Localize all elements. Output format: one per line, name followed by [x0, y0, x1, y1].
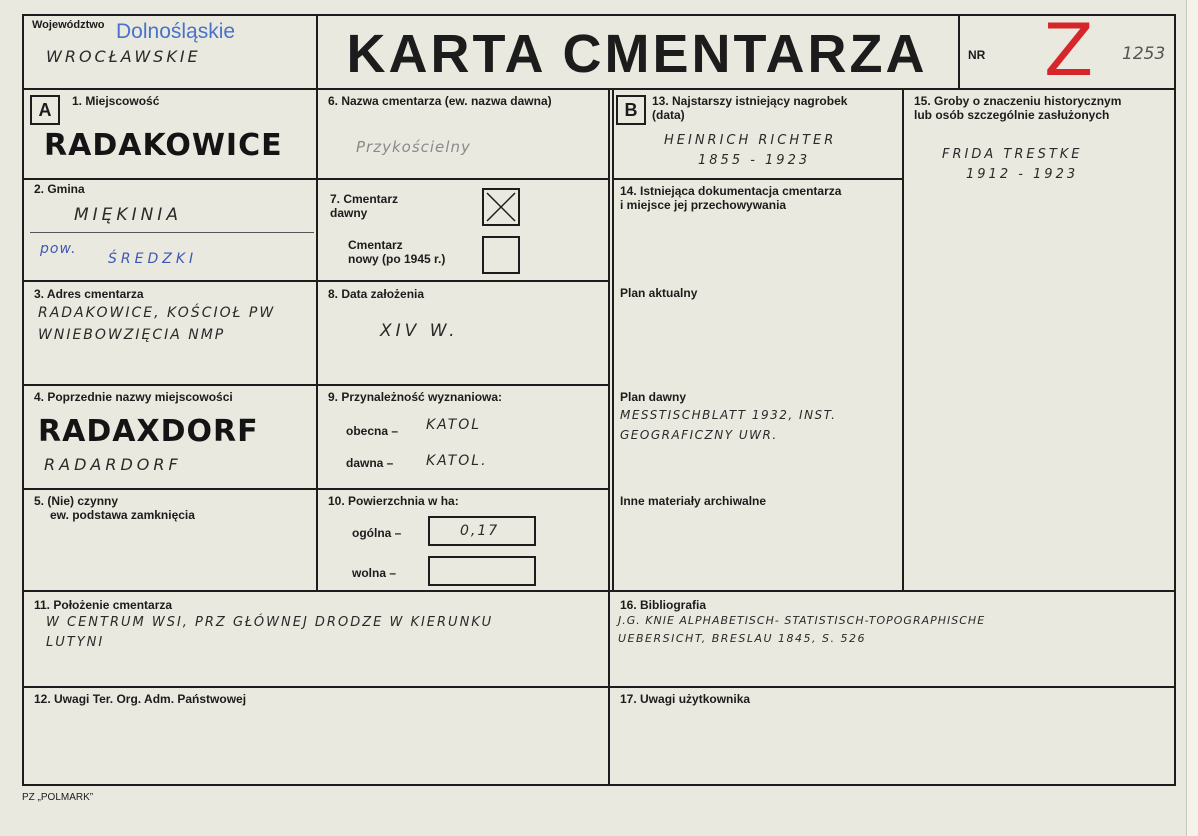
plan-former-line2: GEOGRAFICZNY UWR.: [620, 428, 778, 442]
card-title: KARTA CMENTARZA: [346, 24, 928, 84]
field-15-line1: FRIDA TRESTKE: [942, 147, 1083, 162]
field-11-line2: LUTYNI: [46, 635, 105, 650]
field-4-label: 4. Poprzednie nazwy miejscowości: [34, 390, 233, 404]
field-17-label: 17. Uwagi użytkownika: [620, 692, 751, 706]
field-2-pow-prefix: pow.: [40, 241, 77, 257]
plan-former-label: Plan dawny: [620, 390, 687, 404]
field-3-line1: RADAKOWICE, KOŚCIOŁ PW: [38, 305, 276, 321]
field-9-former-label: dawna –: [346, 456, 394, 470]
nr-label: NR: [968, 48, 986, 62]
field-16-line2: UEBERSICHT, BRESLAU 1845, S. 526: [618, 632, 867, 645]
plan-current-label: Plan aktualny: [620, 286, 698, 300]
field-5-label-line2: ew. podstawa zamknięcia: [50, 508, 195, 522]
voivodeship-label: Województwo: [32, 19, 105, 31]
field-10-total-box[interactable]: [428, 516, 536, 546]
field-16-line1: J.G. KNIE ALPHABETISCH- STATISTISCH-TOPOGRAPHISCHE: [618, 614, 986, 627]
field-7-label: 7. Cmentarz dawny: [330, 192, 399, 220]
field-6-label: 6. Nazwa cmentarza (ew. nazwa dawna): [328, 94, 552, 108]
field-13-line1: HEINRICH RICHTER: [664, 133, 837, 148]
field-7-new-checkbox[interactable]: [482, 236, 520, 274]
field-2-value: MIĘKINIA: [74, 205, 182, 225]
field-7-old-checkbox[interactable]: [482, 188, 520, 226]
field-10-total-value: 0,17: [460, 523, 500, 539]
other-materials-label: Inne materiały archiwalne: [620, 494, 767, 508]
nr-number: 1253: [1122, 44, 1166, 64]
voivodeship-stamp: Dolnośląskie: [116, 20, 236, 43]
field-11-label: 11. Położenie cmentarza: [34, 598, 173, 612]
field-10-total-label: ogólna –: [352, 526, 402, 540]
voivodeship-handwritten: WROCŁAWSKIE: [46, 47, 201, 66]
plan-former-line1: MESSTISCHBLATT 1932, INST.: [620, 408, 837, 422]
field-4-hand-value: RADARDORF: [44, 455, 182, 474]
field-10-free-label: wolna –: [352, 566, 397, 580]
field-3-label: 3. Adres cmentarza: [34, 287, 144, 301]
field-13-line2: 1855 - 1923: [698, 153, 811, 168]
field-5-label-line1: 5. (Nie) czynny: [34, 494, 119, 508]
section-a-letter: A: [30, 95, 60, 125]
field-10-free-box[interactable]: [428, 556, 536, 586]
field-8-value: XIV W.: [380, 321, 459, 341]
field-12-label: 12. Uwagi Ter. Org. Adm. Państwowej: [34, 692, 247, 706]
field-14-label: 14. Istniejąca dokumentacja cmentarza i miejsce jej przechowywania: [620, 184, 842, 212]
field-8-label: 8. Data założenia: [328, 287, 425, 301]
field-1-value: RADAKOWICE: [44, 128, 283, 163]
field-7-new-label: Cmentarz nowy (po 1945 r.): [348, 238, 446, 266]
field-10-label: 10. Powierzchnia w ha:: [328, 494, 459, 508]
field-15-label: 15. Groby o znaczeniu historycznym lub osób szczególnie zasłużonych: [914, 94, 1122, 122]
field-1-label: 1. Miejscowość: [72, 94, 160, 108]
field-11-line1: W CENTRUM WSI, PRZ GŁÓWNEJ DRODZE W KIERUNKU: [46, 615, 494, 630]
field-9-current-label: obecna –: [346, 424, 399, 438]
field-9-current-value: KATOL: [426, 417, 482, 433]
publisher-imprint: PZ „POLMARK”: [22, 792, 94, 803]
field-9-former-value: KATOL.: [426, 453, 488, 469]
field-6-value: Przykościelny: [356, 138, 471, 156]
field-3-line2: WNIEBOWZIĘCIA NMP: [38, 327, 226, 343]
field-2-label: 2. Gmina: [34, 182, 85, 196]
section-b-letter: B: [616, 95, 646, 125]
field-9-label: 9. Przynależność wyznaniowa:: [328, 390, 503, 404]
field-13-label: 13. Najstarszy istniejący nagrobek (data): [652, 94, 848, 122]
field-16-label: 16. Bibliografia: [620, 598, 707, 612]
check-cross-icon: [484, 190, 518, 224]
field-15-line2: 1912 - 1923: [966, 167, 1079, 182]
card-edge: [1186, 0, 1198, 836]
nr-letter: Z: [1044, 8, 1094, 92]
field-4-stamp-value: RADAXDORF: [38, 414, 259, 449]
field-2-pow-value: ŚREDZKI: [108, 251, 198, 267]
